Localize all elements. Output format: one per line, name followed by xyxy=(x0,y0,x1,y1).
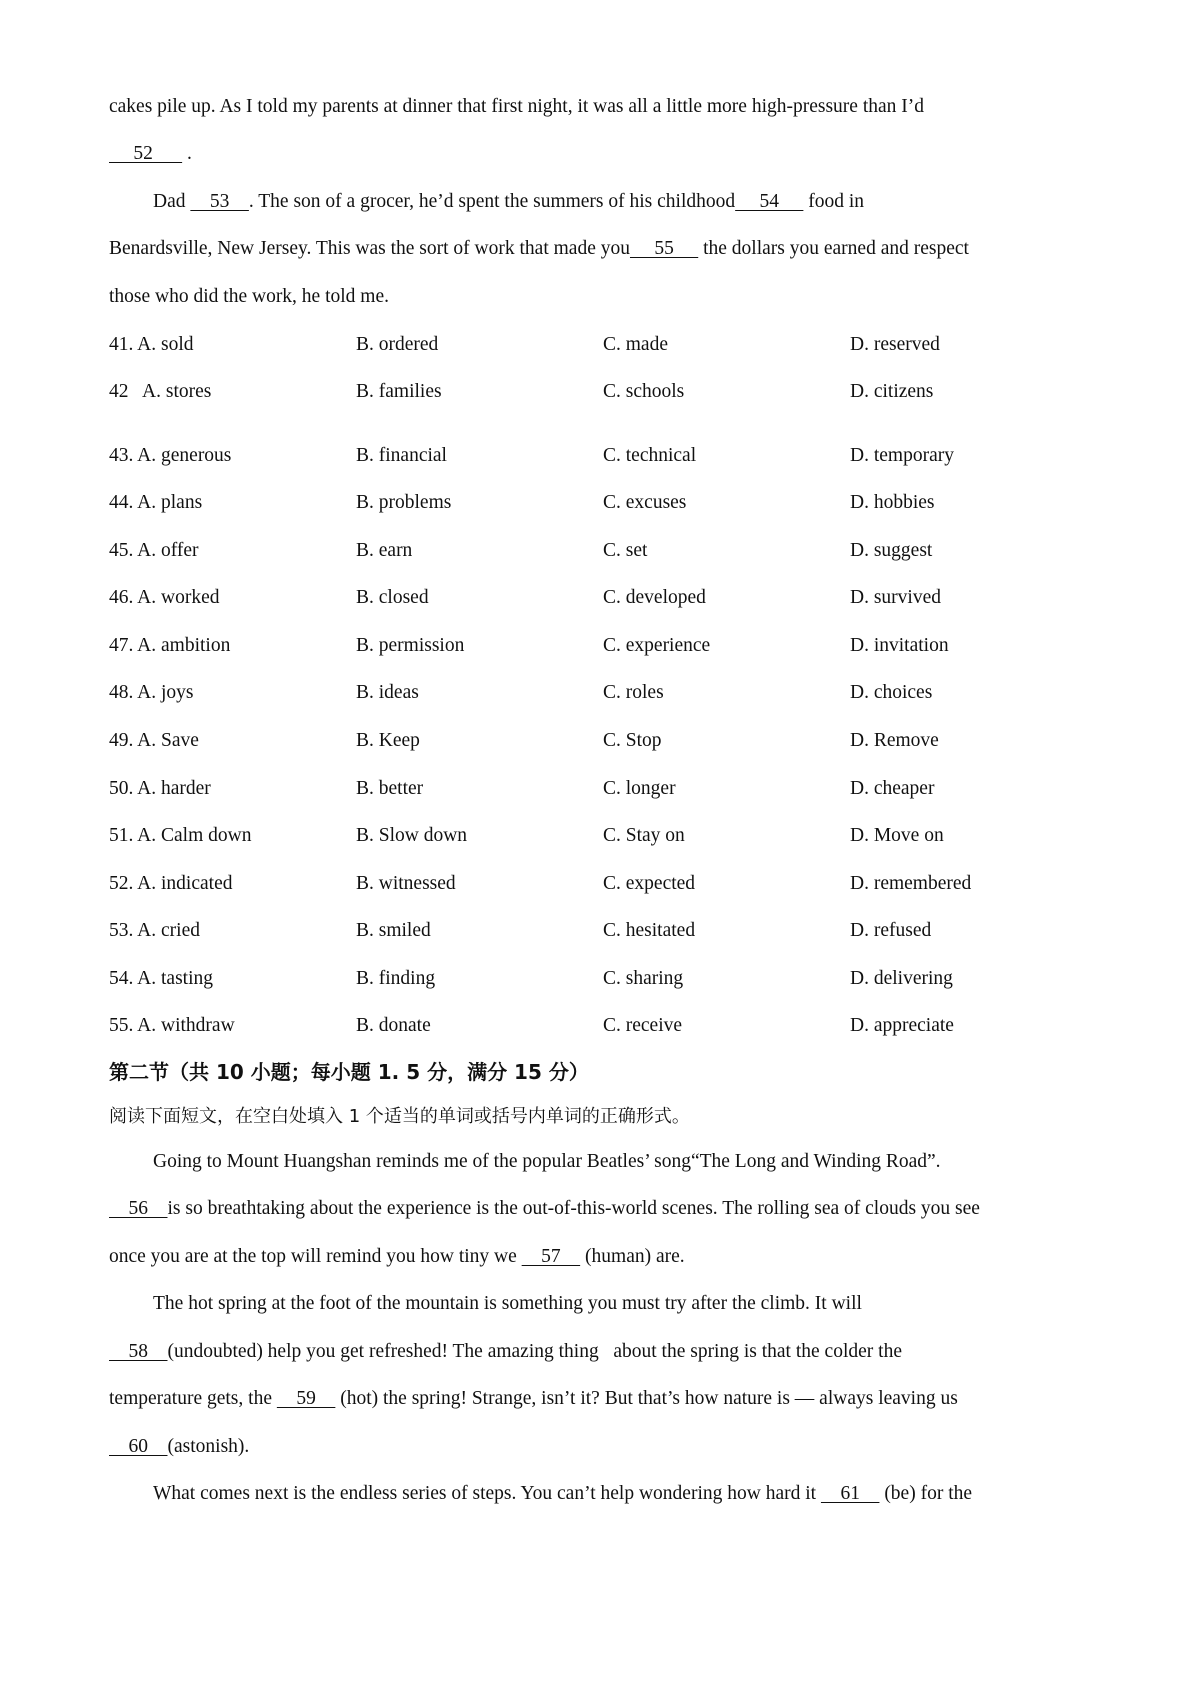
option-d: D. citizens xyxy=(850,381,934,402)
option-b: B. earn xyxy=(356,540,413,561)
passage-line xyxy=(109,234,969,264)
passage-text: What comes next is the endless series of steps. You can’t help wondering how hard it xyxy=(153,1483,821,1504)
option-a: 50. A. harder xyxy=(109,778,211,799)
blank-53: 53 xyxy=(190,191,249,212)
option-c: C. technical xyxy=(603,445,697,466)
passage-text: Benardsville, New Jersey. This was the sort of work that made you xyxy=(109,238,630,259)
passage-text: food in xyxy=(803,191,865,212)
option-row xyxy=(109,869,1099,899)
option-a: 52. A. indicated xyxy=(109,873,233,894)
option-a: 44. A. plans xyxy=(109,492,203,513)
option-a: 43. A. generous xyxy=(109,445,232,466)
passage-text: Going to Mount Huangshan reminds me of the popular Beatles’ song“The Long and Winding Road”. xyxy=(153,1151,941,1172)
option-c: C. set xyxy=(603,540,648,561)
blank-54: 54 xyxy=(735,191,804,212)
passage-line xyxy=(109,1194,980,1224)
option-d: D. appreciate xyxy=(850,1015,954,1036)
option-c: C. roles xyxy=(603,682,664,703)
option-a: 53. A. cried xyxy=(109,920,200,941)
option-row xyxy=(109,631,1099,661)
blank-60: 60 xyxy=(109,1436,168,1457)
option-b: B. financial xyxy=(356,445,447,466)
option-b: B. Keep xyxy=(356,730,420,751)
option-d: D. suggest xyxy=(850,540,933,561)
passage-text: temperature gets, the xyxy=(109,1388,277,1409)
option-c: C. hesitated xyxy=(603,920,696,941)
option-row xyxy=(109,821,1099,851)
blank-52: 52 xyxy=(109,143,183,164)
option-a: 49. A. Save xyxy=(109,730,199,751)
passage-text: (be) for the xyxy=(879,1483,973,1504)
option-b: B. families xyxy=(356,381,442,402)
passage-line xyxy=(153,1289,862,1319)
passage-line xyxy=(109,1432,249,1462)
option-b: B. closed xyxy=(356,587,429,608)
option-b: B. donate xyxy=(356,1015,431,1036)
option-c: C. Stay on xyxy=(603,825,685,846)
passage-text: (astonish). xyxy=(167,1436,250,1457)
passage-text: (hot) the spring! Strange, isn’t it? But that’s how nature is — always leaving us xyxy=(335,1388,958,1409)
option-row xyxy=(109,330,1099,360)
option-a: 46. A. worked xyxy=(109,587,220,608)
option-row xyxy=(109,377,1099,407)
option-d: D. Move on xyxy=(850,825,944,846)
passage-text: once you are at the top will remind you how tiny we xyxy=(109,1246,522,1267)
option-b: B. better xyxy=(356,778,424,799)
option-row xyxy=(109,774,1099,804)
option-row xyxy=(109,916,1099,946)
option-d: D. survived xyxy=(850,587,941,608)
option-d: D. temporary xyxy=(850,445,954,466)
option-row xyxy=(109,678,1099,708)
passage-text: Dad xyxy=(153,191,191,212)
passage-line xyxy=(153,1479,972,1509)
blank-58: 58 xyxy=(109,1341,168,1362)
option-d: D. remembered xyxy=(850,873,972,894)
passage-text: those who did the work, he told me. xyxy=(109,286,389,307)
option-c: C. schools xyxy=(603,381,685,402)
option-b: B. permission xyxy=(356,635,465,656)
passage-text: cakes pile up. As I told my parents at dinner that first night, it was all a little more high-pressure than I’d xyxy=(109,96,925,117)
option-d: D. Remove xyxy=(850,730,939,751)
option-c: C. sharing xyxy=(603,968,684,989)
option-d: D. reserved xyxy=(850,334,940,355)
passage-line xyxy=(109,282,389,312)
passage-line xyxy=(109,1242,685,1272)
option-c: C. Stop xyxy=(603,730,662,751)
option-c: C. receive xyxy=(603,1015,683,1036)
passage-line xyxy=(109,1337,902,1367)
option-a: 55. A. withdraw xyxy=(109,1015,235,1036)
option-d: D. hobbies xyxy=(850,492,935,513)
passage-text: (undoubted) help you get refreshed! The amazing thing about the spring is that the colder the xyxy=(167,1341,902,1362)
passage-line xyxy=(153,1147,941,1177)
option-b: B. ideas xyxy=(356,682,419,703)
option-d: D. cheaper xyxy=(850,778,935,799)
option-b: B. problems xyxy=(356,492,452,513)
passage-text: . xyxy=(182,143,192,164)
passage-line xyxy=(109,1384,958,1414)
option-a: 48. A. joys xyxy=(109,682,194,703)
blank-56: 56 xyxy=(109,1198,168,1219)
passage-text: the dollars you earned and respect xyxy=(698,238,969,259)
option-b: B. witnessed xyxy=(356,873,456,894)
blank-61: 61 xyxy=(820,1483,880,1504)
option-d: D. delivering xyxy=(850,968,953,989)
option-b: B. smiled xyxy=(356,920,431,941)
option-d: D. refused xyxy=(850,920,932,941)
section-instruction: 阅读下面短文，在空白处填入 1 个适当的单词或括号内单词的正确形式。 xyxy=(109,1106,690,1127)
blank-59: 59 xyxy=(276,1388,336,1409)
option-c: C. developed xyxy=(603,587,706,608)
option-c: C. excuses xyxy=(603,492,687,513)
option-a: 41. A. sold xyxy=(109,334,194,355)
blank-57: 57 xyxy=(521,1246,581,1267)
passage-line xyxy=(109,139,192,169)
option-b: B. ordered xyxy=(356,334,439,355)
option-row xyxy=(109,726,1099,756)
passage-text: . The son of a grocer, he’d spent the summers of his childhood xyxy=(248,191,736,212)
option-row xyxy=(109,964,1099,994)
option-a: 47. A. ambition xyxy=(109,635,231,656)
option-row xyxy=(109,1011,1099,1041)
option-c: C. made xyxy=(603,334,668,355)
section-heading: 第二节（共 10 小题；每小题 1. 5 分，满分 15 分） xyxy=(109,1060,589,1084)
option-c: C. experience xyxy=(603,635,711,656)
passage-line xyxy=(109,92,924,122)
passage-text: The hot spring at the foot of the mountain is something you must try after the climb. It will xyxy=(153,1293,862,1314)
option-d: D. choices xyxy=(850,682,933,703)
option-c: C. expected xyxy=(603,873,696,894)
option-b: B. Slow down xyxy=(356,825,468,846)
option-a: 54. A. tasting xyxy=(109,968,214,989)
option-row xyxy=(109,536,1099,566)
option-a: 42 A. stores xyxy=(109,381,212,402)
option-a: 51. A. Calm down xyxy=(109,825,252,846)
option-row xyxy=(109,488,1099,518)
option-row xyxy=(109,441,1099,471)
option-c: C. longer xyxy=(603,778,676,799)
blank-55: 55 xyxy=(629,238,699,259)
option-b: B. finding xyxy=(356,968,436,989)
passage-text: (human) are. xyxy=(580,1246,685,1267)
option-a: 45. A. offer xyxy=(109,540,199,561)
passage-line xyxy=(153,187,864,217)
option-d: D. invitation xyxy=(850,635,949,656)
passage-text: is so breathtaking about the experience is the out-of-this-world scenes. The rolling sea of clouds you see xyxy=(167,1198,980,1219)
option-row xyxy=(109,583,1099,613)
